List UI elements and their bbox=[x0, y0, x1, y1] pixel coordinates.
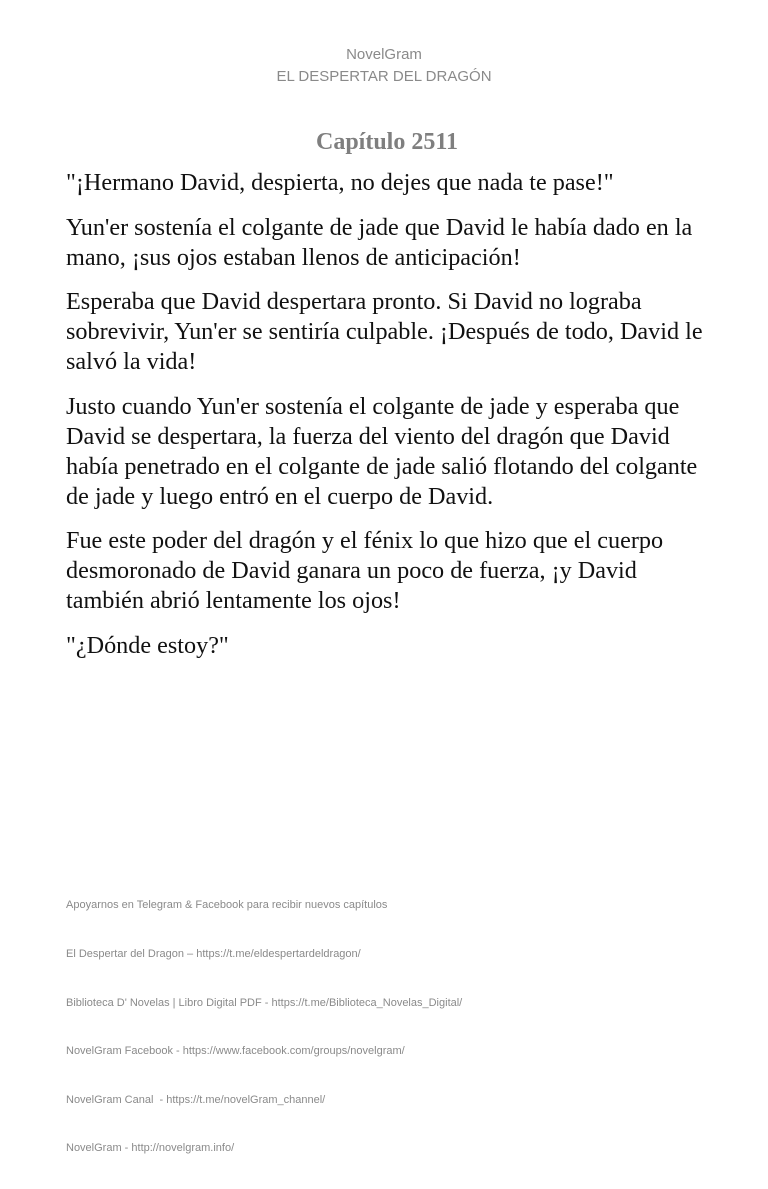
footer-line: NovelGram - http://novelgram.info/ bbox=[66, 1142, 235, 1155]
footer-line: Apoyarnos en Telegram & Facebook para recibir nuevos capítulos bbox=[66, 899, 388, 912]
chapter-body bbox=[66, 168, 716, 675]
chapter-title: Capítulo 2511 bbox=[315, 129, 459, 155]
site-name: NovelGram bbox=[346, 46, 422, 63]
book-title: EL DESPERTAR DEL DRAGÓN bbox=[276, 68, 492, 85]
paragraph: Yun'er sostenía el colgante de jade que David le había dado en la mano, ¡sus ojos estaban llenos de anticipación! bbox=[66, 213, 693, 271]
paragraph: Justo cuando Yun'er sostenía el colgante de jade y esperaba que David se despertara, la fuerza del viento del dragón que David había penetrado en el colgante de jade salió flotando del colgante de jade y luego entró en el cuerpo de David. bbox=[66, 392, 698, 510]
page-header bbox=[0, 44, 768, 88]
footer-line: Biblioteca D' Novelas | Libro Digital PDF - https://t.me/Biblioteca_Novelas_Digital/ bbox=[66, 996, 463, 1009]
paragraph: Esperaba que David despertara pronto. Si David no lograba sobrevivir, Yun'er se sentiría culpable. ¡Después de todo, David le salvó la vida! bbox=[66, 288, 703, 375]
footer-line: El Despertar del Dragon – https://t.me/eldespertardeldragon/ bbox=[66, 948, 361, 961]
paragraph: "¿Dónde estoy?" bbox=[66, 631, 229, 659]
footer-line: NovelGram Facebook - https://www.facebook.com/groups/novelgram/ bbox=[66, 1045, 405, 1058]
paragraph: "¡Hermano David, despierta, no dejes que nada te pase!" bbox=[66, 169, 614, 196]
footer-line: NovelGram Canal - https://t.me/novelGram_channel/ bbox=[66, 1093, 326, 1106]
paragraph: Fue este poder del dragón y el fénix lo que hizo que el cuerpo desmoronado de David ganara un poco de fuerza, ¡y David también abrió lentamente los ojos! bbox=[66, 527, 664, 614]
page-footer bbox=[66, 865, 706, 1189]
